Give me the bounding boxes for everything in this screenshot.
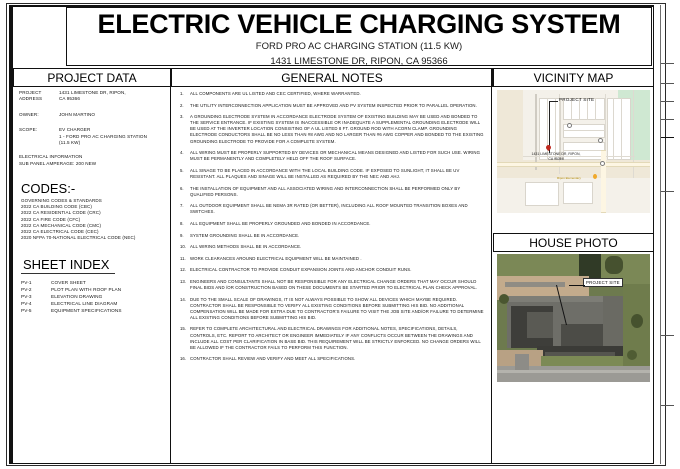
scope-value: EV CHARGER 1 - FORD PRO AC CHARGING STATION (11.5 KW)	[59, 127, 148, 146]
note-number: 15.	[180, 326, 186, 332]
sheet-index-row[interactable]	[21, 293, 166, 300]
general-note	[177, 279, 484, 291]
code-item: 2022 CA MECHANICAL CODE (CMC)	[21, 222, 102, 228]
house-photo-project-site-callout: PROJECT SITE	[583, 278, 623, 287]
sheet-index-row[interactable]	[21, 279, 166, 286]
title-subtitle-system: FORD PRO AC CHARGING STATION (11.5 KW)	[255, 41, 463, 52]
electrical-info-line: SUB PANEL AMPERAGE: 200 NEW	[19, 161, 97, 167]
house-photo-heading: HOUSE PHOTO	[493, 233, 654, 252]
general-note	[177, 244, 484, 250]
note-number: 2.	[180, 102, 184, 108]
sheet-index-row[interactable]	[21, 307, 166, 314]
house-photo-image	[497, 254, 650, 382]
page-title: ELECTRIC VEHICLE CHARGING SYSTEM	[97, 9, 621, 39]
general-notes-column	[171, 68, 492, 463]
sheet-title: PLOT PLAN WITH ROOF PLAN	[51, 286, 122, 292]
owner-row	[19, 112, 166, 118]
note-text: CONTRACTOR SHALL REVIEW AND VERIFY AND MEET ALL SPECIFICATIONS.	[190, 356, 356, 362]
note-number: 1.	[180, 91, 184, 96]
owner-value: JOHN MARTINO	[59, 111, 96, 117]
note-text: ALL EQUIPMENT SHALL BE PROPERLY GROUNDED AND BONDED IN ACCORDANCE.	[190, 220, 371, 226]
general-note	[177, 256, 484, 262]
note-number: 5.	[180, 167, 184, 173]
note-number: 10.	[180, 244, 186, 250]
note-number: 6.	[180, 185, 184, 191]
sheet-title: EQUIPMENT SPECIFICATIONS	[51, 307, 122, 313]
note-number: 14.	[180, 296, 186, 302]
sheet-title: COVER SHEET	[51, 279, 86, 285]
note-text: REFER TO COMPLETE ARCHITECTURAL AND ELECTRICAL DRAWINGS FOR ADDITIONAL NOTES, SPECIFICATIONS, DETAILS, CONTROLS, ETC. REPORT TO ARCHITECT OR ENGINEER IMMEDIATELY IF ANY CONFLICTS OCCUR BETWEEN THE DRAWINGS AND INCLUDE ALL COST PER CLARIFICATION IN BASE BID. THIS REQUIREMENT WILL BE STRICTLY ENFORCED. NO CHANGE ORDERS WILL BE ALLOWED IF THE CONTRACTOR FAILS TO PERFORM THIS FUNCTION.	[190, 326, 481, 350]
sheet-title: ELECTRICAL LINE DIAGRAM	[51, 300, 118, 306]
general-notes-heading: GENERAL NOTES	[171, 68, 493, 87]
note-number: 16.	[180, 356, 186, 362]
codes-heading: CODES:-	[21, 180, 76, 196]
project-data-heading: PROJECT DATA	[13, 68, 171, 87]
vicinity-address-label: 1431 LIMESTONE DR, RIPON, CA 95366	[531, 152, 581, 161]
sheet-index-row[interactable]	[21, 286, 166, 293]
general-note	[177, 203, 484, 215]
project-data-column	[14, 68, 171, 463]
note-number: 4.	[180, 150, 184, 156]
project-address-row	[19, 90, 166, 103]
note-text: ALL WIRING MUST BE PROPERLY SUPPORTED BY DEVICES OR MECHANICAL MEANS DESIGNED AND LISTED FOR SUCH USE. WIRING MUST BE PERMANENTLY AND COMPLETELY HELD OFF THE ROOF SURFACE.	[190, 150, 481, 162]
scope-label: SCOPE:	[19, 127, 38, 133]
project-address-label: PROJECT ADDRESS	[19, 90, 43, 102]
electrical-information	[19, 154, 166, 167]
note-number: 13.	[180, 278, 186, 284]
general-note	[177, 233, 484, 239]
owner-label: OWNER:	[19, 111, 39, 117]
revision-edge-strip	[660, 5, 674, 464]
project-data-body	[14, 90, 171, 314]
note-number: 8.	[180, 220, 184, 226]
sheet-code: PV-2	[21, 286, 32, 292]
note-text: A GROUNDING ELECTRODE SYSTEM IN ACCORDANCE ELECTRODE SYSTEM OF EXISTING BUILDING MAY BE USED AND BONDED TO THE SERVICE ENTRANCE. IF EXISTING SYSTEM IS INACCESSIBLE OR INADEQUATE A SUPPLEMENTAL GROUNDING ELECTRODE WILL BE USED AT THE INVERTER LOCATION CONSISTING OF A UL LISTED 8 FT. GROUND ROD WITH ACORN CLAMP. GROUNDING ELECTRODE CONDUCTORS SHALL BE NO LESS THAN #8 AWG AND NO LARGER THAN #6 AWG COPPER AND BONDED TO THE EXISTING GROUNDING ELECTRODE TO PROVIDE FOR A COMPLETE SYSTEM.	[190, 114, 484, 144]
note-text: ALL OUTDOOR EQUIPMENT SHALL BE NEMA 3R RATED (OR BETTER), INCLUDING ALL ROOF MOUNTED TRANSITION BOXES AND SWITCHES.	[190, 203, 468, 215]
general-note	[177, 103, 484, 109]
code-item: 2022 CA BUILDING CODE (CBC)	[21, 203, 93, 209]
note-text: ENGINEERS AND CONSULTANTS SHALL NOT BE RESPONSIBLE FOR ANY ELECTRICAL CHANGE ORDERS THAT MAY OCCUR SHOULD FINAL BIDS AND /OR CONSTRUCTION BASED ON THESE DOCUMENTS BE STARTED PRIOR TO ELECTRICAL PLAN CHECK APPROVAL.	[190, 278, 478, 290]
general-note	[177, 267, 484, 273]
note-number: 9.	[180, 232, 184, 238]
poi-label: Ripon Elementary	[557, 176, 581, 180]
electrical-info-heading: ELECTRICAL INFORMATION	[19, 154, 83, 160]
codes-list	[19, 198, 166, 242]
general-note	[177, 150, 484, 162]
vicinity-project-site-label: PROJECT SITE	[559, 97, 595, 102]
sheet-code: PV-3	[21, 293, 32, 299]
sheet-code: PV-4	[21, 300, 32, 306]
note-text: ALL SINAGE TO BE PLACED IN ACCORDANCE WITH THE LOCAL BUILDING CODE. IF EXPOSED TO SUNLIGHT, IT SHALL BE UV RESISTANT. ALL PLAQUES AND SINAGE WILL BE INSTALLED AS REQUIRED BY THE NEC AND AHJ.	[190, 167, 460, 179]
title-block	[66, 7, 652, 66]
note-number: 3.	[180, 114, 184, 120]
note-text: ALL COMPONENTS ARE UL LISTED AND CEC CERTIFIED, WHERE WARRANTED.	[190, 91, 361, 96]
project-address-value: 1431 LIMESTONE DR, RIPON, CA 95366	[59, 90, 126, 102]
sheet-index-row[interactable]	[21, 300, 166, 307]
vicinity-map-heading: VICINITY MAP	[493, 68, 654, 87]
sheet-index	[19, 256, 166, 314]
note-text: DUE TO THE SMALL SCALE OF DRAWINGS, IT IS NOT ALWAYS POSSIBLE TO SHOW ALL DEVICES WHICH MAYBE REQUIRED. CONTRACTOR SHALL BE RESPONSIBLE TO VERIFY ALL EXISTING CONDITIONS BEFORE SUBMITTING HIS BID. NO ADDITIONAL COMPENSATION WILL BE MADE FOR EXTRA DUE TO CONTRACTOR'S FAILURE TO VISIT THE JOB SITE AND/OR FAILURE TO DETERMINE ALL EXISTING CONDITIONS BEFORE SUBMITTING HIS BID.	[190, 296, 484, 320]
note-number: 12.	[180, 267, 186, 273]
note-text: ALL WIRING METHODS SHALL BE IN ACCORDANCE.	[190, 244, 302, 250]
code-item: 2022 CA RESIDENTIAL CODE (CRC)	[21, 210, 101, 216]
general-note	[177, 186, 484, 198]
code-item: 2020 NFPA 70-NATIONAL ELECTRICAL CODE (NEC)	[21, 235, 136, 241]
sheet-index-heading: SHEET INDEX	[21, 257, 115, 274]
general-note	[177, 297, 484, 321]
code-item: 2022 CA FIRE CODE (CFC)	[21, 216, 81, 222]
general-note	[177, 114, 484, 144]
note-text: WORK CLEARANCES AROUND ELECTRICAL EQUIPMENT WILL BE MAINTAINED .	[190, 255, 362, 261]
note-text: THE UTILITY INTERCONNECTION APPLICATION MUST BE APPROVED AND PV SYSTEM INSPECTED PRIOR TO PARALLEL OPERATION.	[190, 102, 477, 108]
general-note	[177, 91, 484, 97]
general-notes-list	[171, 91, 492, 368]
note-text: ELECTRICAL CONTRACTOR TO PROVIDE CONDUIT EXPANSION JOINTS AND ANCHOR CONDUIT RUNS.	[190, 267, 412, 273]
poi-marker-icon	[593, 174, 597, 179]
vicinity-map-image	[497, 90, 650, 213]
note-number: 7.	[180, 203, 184, 209]
note-text: SYSTEM GROUNDING SHALL BE IN ACCORDANCE.	[190, 232, 300, 238]
note-number: 11.	[180, 255, 186, 261]
sheet-code: PV-1	[21, 279, 32, 285]
general-note	[177, 168, 484, 180]
general-note	[177, 356, 484, 362]
sheet-code: PV-5	[21, 307, 32, 313]
sheet-title: ELEVATION DRAWING	[51, 293, 103, 299]
note-text: THE INSTALLATION OF EQUIPMENT AND ALL ASSOCIATED WIRING AND INTERCONNECTION SHALL BE PERFORMED ONLY BY QUALIFIED PERSONS.	[190, 185, 461, 197]
scope-row	[19, 127, 166, 146]
codes-subheading: GOVERNING CODES & STANDARDS	[21, 197, 102, 203]
general-note	[177, 221, 484, 227]
code-item: 2022 CA ELECTRICAL CODE (CEC)	[21, 229, 99, 235]
title-subtitle-address: 1431 LIMESTONE DR, RIPON, CA 95366	[270, 56, 448, 67]
general-note	[177, 326, 484, 350]
